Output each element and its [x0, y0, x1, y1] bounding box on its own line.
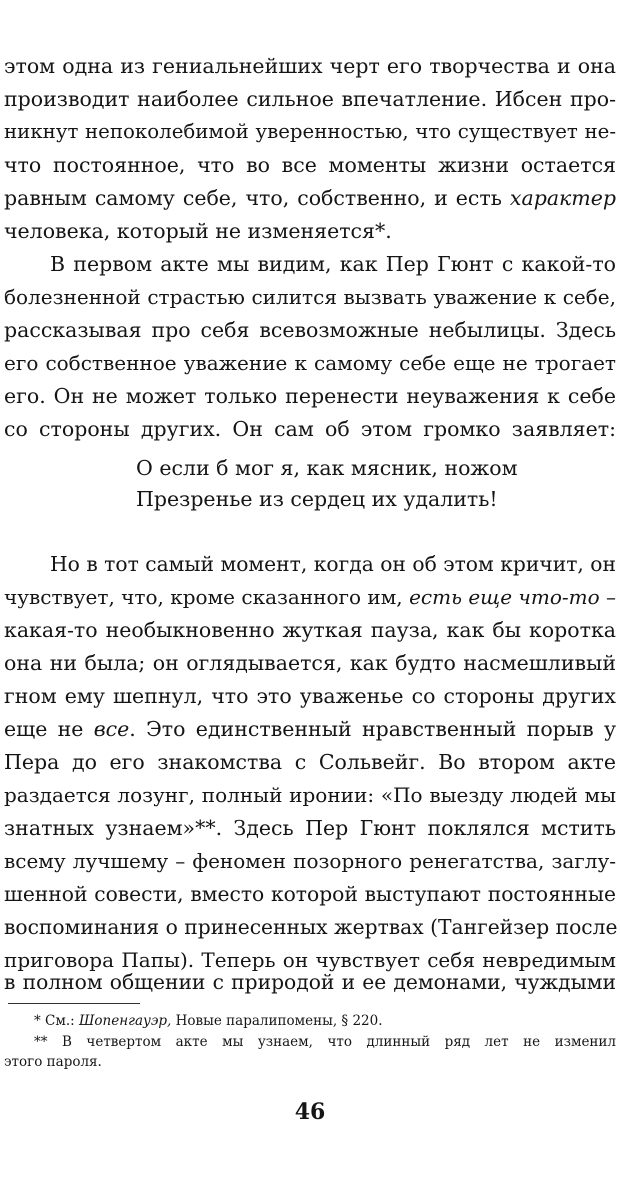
text-run: равным самому себе, что, собственно, и есть	[4, 186, 510, 210]
text-line: производит наиболее сильное впечатление. Ибсен про-	[4, 87, 616, 111]
text-line	[4, 715, 616, 743]
italic-term: все	[93, 717, 130, 741]
text-line: его собственное уважение к самому себе еще не трогает	[4, 351, 616, 375]
text-line: человека, который не изменяется*.	[4, 219, 392, 243]
text-run: –	[599, 585, 617, 609]
text-line: никнут непоколебимой уверенностью, что существует не-	[4, 120, 616, 143]
text-line: этом одна из гениальнейших черт его творчества и она	[4, 54, 616, 78]
text-line: в полном общении с природой и ее демонами, чуждыми	[4, 970, 616, 994]
text-line	[4, 583, 616, 611]
text-line: рассказывая про себя всевозможные небылицы. Здесь	[4, 318, 616, 342]
text-line: всему лучшему – феномен позорного ренегатства, заглу-	[4, 849, 616, 873]
text-line	[4, 184, 616, 212]
text-line: она ни была; он оглядывается, как будто насмешливый	[4, 651, 616, 675]
text-run: чувствует, что, кроме сказанного им,	[4, 585, 410, 609]
text-line: знатных узнаем»**. Здесь Пер Гюнт поклялся мстить	[4, 816, 616, 840]
footnote-separator	[8, 1003, 140, 1004]
page-number: 46	[294, 1099, 326, 1125]
footnote-2-continuation: этого пароля.	[4, 1054, 102, 1070]
footnote-1	[34, 1012, 383, 1030]
text-line: его. Он не может только перенести неуважения к себе	[4, 384, 616, 408]
text-line: воспоминания о принесенных жертвах (Тангейзер после	[4, 915, 618, 939]
italic-term: есть еще что-то	[409, 585, 600, 609]
italic-term: характер	[509, 186, 616, 210]
text-line: приговора Папы). Теперь он чувствует себя невредимым	[4, 948, 616, 972]
text-line: Пера до его знакомства с Сольвейг. Во втором акте	[4, 750, 616, 774]
text-line: какая-то необыкновенно жуткая пауза, как бы коротка	[4, 618, 616, 642]
verse-text: Презренье из сердец их удалить!	[136, 487, 498, 511]
verse-text: О если б мог я, как мясник, ножом	[136, 456, 518, 480]
text-line: Но в тот самый момент, когда он об этом кричит, он	[50, 552, 616, 576]
footnote-author: Шопенгауэр,	[79, 1013, 172, 1029]
footnote-text: Новые паралипомены, § 220.	[171, 1013, 383, 1029]
text-line: гном ему шепнул, что это уваженье со стороны других	[4, 684, 616, 708]
text-line: болезненной страстью силится вызвать уважение к себе,	[4, 285, 616, 309]
text-line: что постоянное, что во все моменты жизни остается	[4, 153, 616, 177]
text-line: раздается лозунг, полный иронии: «По выезду людей мы	[4, 783, 616, 807]
footnote-text: * См.:	[34, 1013, 80, 1029]
text-run: еще не	[4, 717, 94, 741]
text-line: В первом акте мы видим, как Пер Гюнт с какой-то	[50, 252, 616, 276]
text-line: со стороны других. Он сам об этом громко заявляет:	[4, 417, 616, 441]
text-line: шенной совести, вместо которой выступают постоянные	[4, 882, 616, 906]
footnote-2: ** В четвертом акте мы узнаем, что длинный ряд лет не изменил	[34, 1034, 616, 1050]
text-run: . Это единственный нравственный порыв у	[129, 717, 617, 741]
